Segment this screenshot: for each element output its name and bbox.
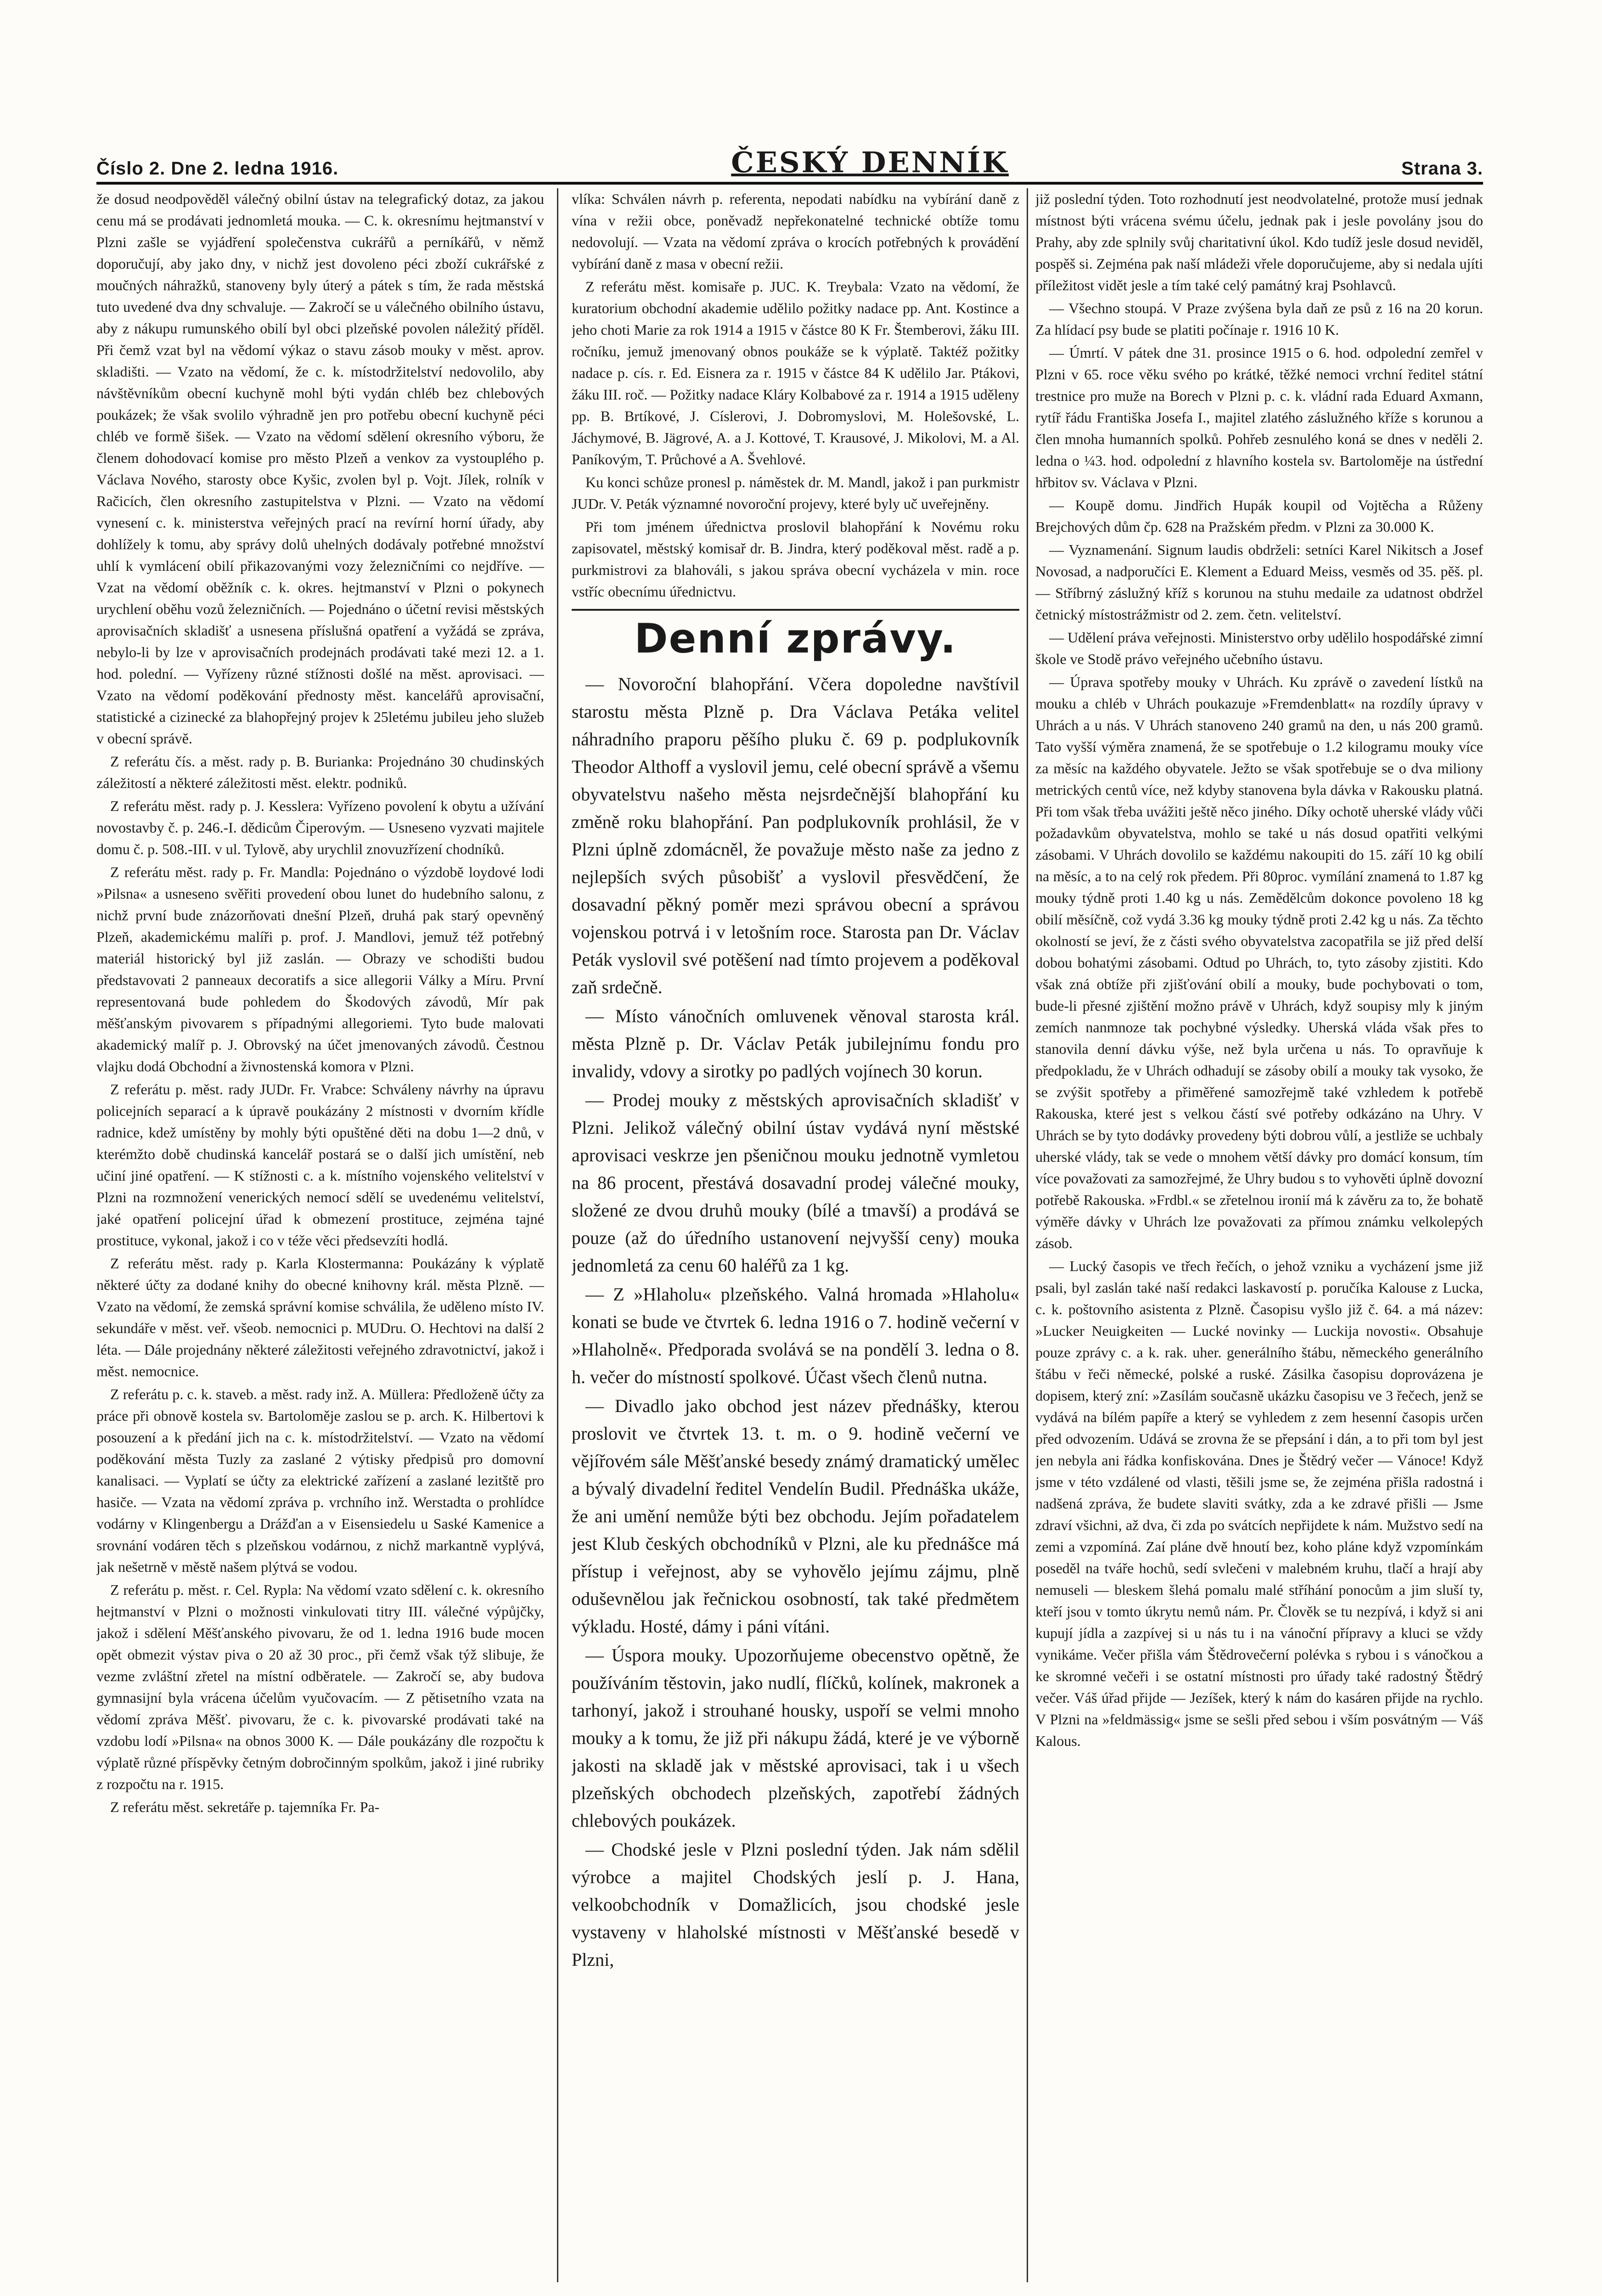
news-item: — Vyznamenání. Signum laudis obdrželi: setníci Karel Nikitsch a Josef Novosad, a nadporučíci E. Klement a Eduard Meiss, vesměs od 35. pěš. pl. — Stříbrný záslužný kříž s korunou na stuhu medaile za udatnost obdržel četnický místostrážmistr od 2. zem. četn. velitelství. xyxy=(1035,541,1483,623)
paragraph: Z referátu měst. sekretáře p. tajemníka Fr. Pa- xyxy=(110,1799,380,1815)
column-2 xyxy=(572,188,1019,2282)
paragraph: Z referátu čís. a měst. rady p. B. Burianka: Projednáno 30 chudinských záležitostí a některé záležitosti měst. elektr. podniků. xyxy=(96,753,544,791)
paragraph: Při tom jménem úřednictva proslovil blahopřání k Novému roku zapisovatel, městský komisař dr. B. Jindra, který poděkoval měst. radě a p. purkmistrovi za blahováli, s jakou správa obecní vycházela v min. roce vstříc obecnímu úřednictvu. xyxy=(572,518,1019,600)
news-item: — Z »Hlaholu« plzeňského. Valná hromada »Hlaholu« konati se bude ve čtvrtek 6. ledna 1916 o 7. hodině večerní v »Hlaholně«. Předporada svolává se na pondělí 3. ledna o 8. h. večer do místností spolkové. Účast všech členů nutna. xyxy=(572,1284,1019,1387)
paragraph: Z referátu měst. rady p. J. Kesslera: Vyřízeno povolení k obytu a užívání novostavby č. p. 246.-I. dědicům Čiperovým. — Usneseno vyzvati majitele domu č. p. 508.-III. v ul. Tylově, aby urychlil znovuzřízení chodníků. xyxy=(96,798,544,857)
issue-date: Číslo 2. Dne 2. ledna 1916. xyxy=(96,158,339,179)
column-rule xyxy=(557,188,558,2282)
column-rule xyxy=(1027,188,1028,2282)
column-1 xyxy=(96,188,544,2282)
paragraph: Z referátu měst. rady p. Fr. Mandla: Pojednáno o výzdobě loydové lodi »Pilsna« a usneseno svěřiti provedení obou lunet do hudebního salonu, z nichž první bude znázorňovati dnešní Plzeň, druhá pak starý opevněný Plzeň, akademickému malíři p. prof. J. Mandlovi, jemuž též potřebný materiál historický byl již zaslán. — Obrazy ve schodišti budou představovati 2 panneaux decoratifs a sice allegorii Války a Míru. První representovaná bude pohledem do Škodových závodů, Mír pak měšťanským pivovarem s případnými allegoriemi. Tyto bude malovati akademický malíř p. J. Obrovský na účet jmenovaných závodů. Čestnou vlajku dodá Obchodní a živnostenská komora v Plzni. xyxy=(96,864,544,1075)
paragraph: že dosud neodpověděl válečný obilní ústav na telegrafický dotaz, za jakou cenu má se prodávati jednomletá mouka. — C. k. okresnímu hejtmanství v Plzni zašle se vyjádření společenstva cukrářů a perníkářů, v němž doporučují, aby jako dny, v nichž jest dovoleno péci zboží cukrářské z moučných náhražků, stanoveny byly úterý a pátek s tím, že rada městská tuto uvedené dva dny schvaluje. — Zakročí se u válečného obilního ústavu, aby z nákupu rumunského obilí byl obci plzeňské povolen náležitý příděl. Při čemž vzat byl na vědomí výkaz o stavu zásob mouky v měst. aprov. skladišti. — Vzato na vědomí, že c. k. místodržitelství nedovolilo, aby návštěvníkům obecní kuchyně mohl býti vydán chléb bez chlebových poukázek; že však svolilo výhradně jen pro potřebu obecní kuchyně péci chléb ve formě šišek. — Vzato na vědomí sdělení okresního výboru, že členem dohodovací komise pro město Plzeň a venkov za vystouplého p. Václava Nového, starosty obce Kyšic, zvolen byl p. Vojt. Jílek, rolník v Račicích, člen okresního zastupitelstva v Plzni. — Vzato na vědomí vynesení c. k. ministerstva veřejných prací na revírní horní úřady, aby dohlížely k tomu, aby správy dolů uhelných dodávaly potřebné množství uhlí k vymlácení obilí přikazovanými vozy železničními co nejdříve. — Vzat na vědomí oběžník c. k. okres. hejtmanství v Plzni o pokynech urychlení oběhu vozů železničních. — Pojednáno o účetní revisi městských aprovisačních skladišť a usnesena příslušná opatření a vyžádá se zpráva, nebylo-li by lze v aprovisačních prodejnách prodávati také mezi 12. a 1. hod. polední. — Vyřízeny různé stížnosti došlé na měst. aprovisaci. — Vzato na vědomí poděkování přednosty měst. kancelářů aprovisační, statistické a cizinecké za blahopřejný projev k 25letému jubileu jeho služeb v obecní správě. xyxy=(96,191,544,747)
section-heading: Denní zprávy. xyxy=(634,615,957,662)
section-divider xyxy=(572,609,1019,611)
news-item: — Udělení práva veřejnosti. Ministerstvo orby udělilo hospodářské zimní škole ve Stodě právo veřejného učebního ústavu. xyxy=(1035,629,1483,667)
paragraph: Ku konci schůze pronesl p. náměstek dr. M. Mandl, jakož i pan purkmistr JUDr. V. Peták významné novoroční projevy, které byly uč uveřejněny. xyxy=(572,474,1019,512)
news-item: — Chodské jesle v Plzni poslední týden. Jak nám sdělil výrobce a majitel Chodských jeslí p. J. Hana, velkoobchodník v Domažlicích, jsou chodské jesle vystaveny v hlaholské místnosti v Měšťanské besedě v Plzni, xyxy=(572,1839,1019,1970)
news-item: — Všechno stoupá. V Praze zvýšena byla daň ze psů z 16 na 20 korun. Za hlídací psy bude se platiti počínaje r. 1916 10 K. xyxy=(1035,300,1483,338)
news-item: — Úspora mouky. Upozorňujeme obecenstvo opětně, že používáním těstovin, jako nudlí, flíčků, kolínek, makronek a tarhonyí, jakož i strouhané housky, uspoří se velmi mnoho mouky a k tomu, že již při nákupu žádá, které je ve výborně jakosti na skladě jak v městské aprovisaci, tak i u všech plzeňských obchodech plzeňských, zapotřebí žádných chlebových poukázek. xyxy=(572,1645,1019,1831)
paragraph: Z referátu měst. komisaře p. JUC. K. Treybala: Vzato na vědomí, že kuratorium obchodní akademie udělilo požitky nadace pp. Ant. Kostince a jeho choti Marie za rok 1914 a 1915 v částce 80 K Fr. Štemberovi, žáku III. ročníku, jemuž jmenovaný obnos poukáže se k výplatě. Taktéž požitky nadace p. cís. r. Ed. Eisnera za r. 1915 v částce 84 K udělilo Jar. Ptákovi, žáku III. roč. — Požitky nadace Kláry Kolbabové za r. 1914 a 1915 uděleny pp. B. Brtíkové, J. Císlerovi, J. Dobromyslovi, M. Holešovské, L. Jáchymové, B. Jägrové, A. a J. Kottové, T. Krausové, J. Mikolovi, M. a Al. Paníkovým, T. Průchové a A. Švehlové. xyxy=(572,278,1019,467)
paragraph: vlíka: Schválen návrh p. referenta, nepodati nabídku na vybírání daně z vína v režii obce, poněvadž nepřekonatelné technické obtíže tomu nedovolují. — Vzata na vědomí zpráva o krocích potřebných k provádění vybírání daně z masa v obecní režii. xyxy=(572,191,1019,272)
newspaper-title: ČESKÝ DENNÍK xyxy=(731,146,1009,179)
news-item: — Divadlo jako obchod jest název přednášky, kterou proslovit ve čtvrtek 13. t. m. o 9. hodině večerní ve vějířovém sále Měšťanské besedy známý dramatický umělec a bývalý divadelní ředitel Vendelín Budil. Přednáška ukáže, že ani umění nemůže býti bez obchodu. Jejím pořadatelem jest Klub českých obchodníků v Plzni, ale ku přednášce má přístup i veřejnost, aby se vyhovělo jejímu zájmu, plně oduševnělou jak řečnickou osobností, tak také předmětem výkladu. Hosté, dámy i páni vítáni. xyxy=(572,1396,1019,1637)
page-number: Strana 3. xyxy=(1401,158,1483,179)
daily-news xyxy=(572,670,1019,1974)
news-item: — Prodej mouky z městských aprovisačních skladišť v Plzni. Jelikož válečný obilní ústav vydává nyní městské aprovisaci veskrze jen pšeničnou mouku jednotně vymletou na 86 procent, přestává dosavadní prodej válečné mouky, složené ze dvou druhů mouky (bílé a tmavší) a prodává se pouze (až do úředního ustanovení nejvyšší ceny) mouka jednomletá za cenu 60 haléřů za 1 kg. xyxy=(572,1090,1019,1276)
masthead xyxy=(96,138,1483,185)
news-item: — Koupě domu. Jindřich Hupák koupil od Vojtěcha a Růženy Brejchových dům čp. 628 na Pražském předm. v Plzni za 30.000 K. xyxy=(1035,497,1483,535)
news-item: již poslední týden. Toto rozhodnutí jest neodvolatelné, protože musí jednak místnost býti vrácena svému účelu, jednak pak i jesle povolány jsou do Prahy, aby zde splnily svůj charitativní úkol. Kdo tudíž jesle dosud neviděl, pospěš si. Zejména pak naší mládeži vřele doporučujeme, aby si nedala ujíti příležitost vidět jesle a tím také celý památný kraj Psohlavců. xyxy=(1035,191,1483,293)
news-item: — Lucký časopis ve třech řečích, o jehož vzniku a vycházení jsme již psali, byl zaslán také naší redakci laskavostí p. poručíka Kalouse z Lucka, c. k. poštovního asistenta z Plzně. Časopisu vyšlo již č. 64. a má název: »Lucker Neuigkeiten — Lucké novinky — Luckija novosti«. Obsahuje pouze zprávy c. a k. rak. uher. generálního štábu, německého generálního štábu v řeči německé, polské a ruské. Zásilka časopisu doprovázena je dopisem, který zní: »Zasílám současně ukázku časopisu ve 3 řečech, jenž se vydává na bílém papíře a který se vyhledem z zem hesenní časopis určen před odvozením. Udává se zrovna že se přepsání i dán, a to při tom byl jest jen nebyla ani řádka konfiskována. Dnes je Štědrý večer — Vánoce! Když jsme v této vzdálené od vlasti, těšili jsme se, že zejména přišla radostná i nadšená zpráva, že budete slaviti svátky, zda a ke zdravé přišli — Jsme zdraví všichni, až dva, či zda po svátcích nepřijdete k nám. Mužstvo sedí na zemi a vzpomíná. Zaí pláne dvě hnoutí bez, koho pláne když vzpomínkám poseděl na tváře hochů, sedí svlečeni v malebném kruhu, tlačí a hrají aby nemuseli — bleskem šlehá pomalu malé stříhání ponocům a jim sluší ty, kteří jsou v tomto úkrytu nemů nám. Pr. Člověk se tu nezpívá, i když si ani kupují jídla a zazpívej si u nás tu i na vánoční přípravy a kluci se vždy vynikáme. Večer přišla vám Štědrovečerní polévka s rybou i s vánočkou a ke skromné večeři i se ostatní místnosti pro úřady také radostný Štědrý večer. Váš úřad přijde — Jezíšek, který k nám do kasáren přijde na rychlo. V Plzni na »feldmässig« jsme se sešli před sebou i vším posvátným — Váš Kalous. xyxy=(1035,1258,1483,1749)
news-item: — Úprava spotřeby mouky v Uhrách. Ku zprávě o zavedení lístků na mouku a chléb v Uhrách poukazuje »Fremdenblatt« na rozdíly úpravy v Uhrách a u nás. V Uhrách stanoveno 240 gramů na den, u nás 200 gramů. Tato vyšší výměra znamená, že se spotřebuje o 1.2 kilogramu mouky více za měsíc na každého obyvatele. Ježto se však spotřebuje se o dva miliony metrických centů více, než kdyby stanovena byla dávka v Rakousku platná. Při tom však třeba uvážiti ještě něco jiného. Díky ochotě uherské vlády vůči požadavkům obyvatelstva, mohlo se také u nás dosud opatřiti velkými zásobami. V Uhrách dovolilo se každému nakoupiti do 15. září 10 kg obilí na měsíc, a to na celý rok předem. Při 80proc. vymílání znamená to 1.87 kg mouky týdně proti 1.40 kg u nás. Zemědělcům dokonce povoleno 18 kg obilí měsíčně, což vydá 3.36 kg mouky týdně proti 2.42 kg u nás. Za těchto okolností se jeví, že z části svého obyvatelstva zacopatřila se již před delší dobou bohatými zásobami. Odtud po Uhrách, to, tyto zásoby zjistiti. Kdo však zná obtíže při zjišťování obilí a mouky, bude pochybovati o tom, bude-li přesné zjištění možno právě v Uhrách, když soupisy mly k jiným zemích nanmnoze tak pochybné výsledky. Uherská vláda však přes to stanovila denní dávku výše, než byla určena u nás. To opravňuje k předpokladu, že v Uhrách odhadují se zásoby obilí a mouky tak vysoko, že se zvýšit spotřeby a přiměřené samozřejmě také vzhledem k potřebě Rakouska, které jest s velkou částí své potřeby odkázáno na Uhry. V Uhrách se by tyto dodávky provedeny býti dobrou vůlí, a jestliže se uchbaly uherské vlády, tak se vede o mnohem větší dávky pro domácí konsum, tím více považovati za samozřejmé, že Uhry budou s to vyhověti úplně dovozní potřebě Rakouska. »Frdbl.« se zřetelnou ironií má k závěru za to, že bohatě výměře dávky v Uhrách lze považovati za přímou známku velkolepých zásob. xyxy=(1035,674,1483,1251)
news-item: — Místo vánočních omluvenek věnoval starosta král. města Plzně p. Dr. Václav Peták jubilejnímu fondu pro invalidy, vdovy a sirotky po padlých vojínech 30 korun. xyxy=(572,1006,1019,1081)
paragraph: Z referátu měst. rady p. Karla Klostermanna: Poukázány k výplatě některé účty za dodané knihy do obecné knihovny král. města Plzně. — Vzato na vědomí, že zemská správní komise schválila, že uděleno místo IV. sekundáře v měst. veř. všeob. nemocnici p. MUDru. O. Hechtovi na další 2 léta. — Dále projednány některé záležitosti veřejného zdravotnictví, jakož i měst. nemocnice. xyxy=(96,1255,544,1379)
news-item: — Novoroční blahopřání. Včera dopoledne navštívil starostu města Plzně p. Dra Václava Petáka velitel náhradního praporu pěšího pluku č. 69 p. podplukovník Theodor Althoff a vyslovil jemu, celé obecní správě a všemu obyvatelstvu našeho města nejsrdečnější blahopřání ku změně roku blahopřání. Pan podplukovník prohlásil, že v Plzni úplně zdomácněl, že považuje město naše za jedno z nejlepších svých působišť a vyslovil přesvědčení, že dosavadní pěkný poměr mezi správou obecní a správou vojenskou potrvá i v letošním roce. Starosta pan Dr. Václav Peták vyslovil své potěšení nad tímto projevem a poděkoval zaň srdečně. xyxy=(572,674,1019,997)
paragraph: Z referátu p. měst. r. Cel. Rypla: Na vědomí vzato sdělení c. k. okresního hejtmanství v Plzni o možnosti vinkulovati titry III. válečné výpůjčky, jakož i sdělení Měšťanského pivovaru, že od 1. ledna 1916 bude mocen opět obmezit výstav piva o 20 až 30 proc., při čemž však týž slibuje, že vezme zvláštní zřetel na místní odběratele. — Zakročí se, aby budova gymnasijní byla vrácena účelům vyučovacím. — Z pětisetního vzata na vědomí zpráva Měšť. pivovaru, že c. k. pivovarské prodávati také na vzdobu lodí »Pilsna« na obnos 3000 K. — Dále poukázány dle rozpočtu k výplatě různé příspěvky četným dobročinným spolkům, jakož i jiné rubriky z rozpočtu na r. 1915. xyxy=(96,1581,544,1792)
paragraph: Z referátu p. měst. rady JUDr. Fr. Vrabce: Schváleny návrhy na úpravu policejních separací a k úpravě poukázány 2 místnosti v dvorním křídle radnice, kdež umístěny by mohly býti opuštěné děti na dobu 1—2 dnů, v kterémžto době chudinská kancelář postará se o další jich umístění, neb učiní jiné opatření. — K stížnosti c. a k. místního vojenského velitelství v Plzni na rozmnožení venerických nemocí sdělí se uvedenému velitelství, jaké opatření policejní úřad k obmezení prostituce, zejména tajné prostituce, vykonal, jakož i co v téže věci předsevzíti hodlá. xyxy=(96,1081,544,1249)
column-3 xyxy=(1035,188,1483,2282)
paragraph: Z referátu p. c. k. staveb. a měst. rady inž. A. Müllera: Předloženě účty za práce při obnově kostela sv. Bartoloměje zaslou se p. arch. K. Hilbertovi k posouzení a k předání jich na c. k. místodržitelství. — Vzato na vědomí poděkování města Tuzly za zaslané 2 výtisky předpisů pro domovní kanalisaci. — Vyplatí se účty za elektrické zařízení a zaslané lezitště pro hasiče. — Vzata na vědomí zpráva p. vrchního inž. Werstadta o prohlídce vodárny v Klingenbergu a Drážďan a v Eisensiedelu u Saské Kamenice a srovnání vodáren těch s plzeňskou vodárnou, z nichž markantně vyplývá, jak nešetrně v městě našem plýtvá se vodou. xyxy=(96,1386,544,1575)
news-item: — Úmrtí. V pátek dne 31. prosince 1915 o 6. hod. odpolední zemřel v Plzni v 65. roce věku svého po krátké, těžké nemoci vrchní ředitel státní trestnice pro muže na Borech v Plzni p. c. k. vládní rada Eduard Axmann, rytíř řádu Františka Josefa I., majitel zlatého záslužného kříže s korunou a člen mnoha humanních spolků. Pohřeb zesnulého koná se dnes v neděli 2. ledna o ¼3. hod. odpolední z hlavního kostela sv. Bartoloměje na ústřední hřbitov sv. Václava v Plzni. xyxy=(1035,344,1483,490)
